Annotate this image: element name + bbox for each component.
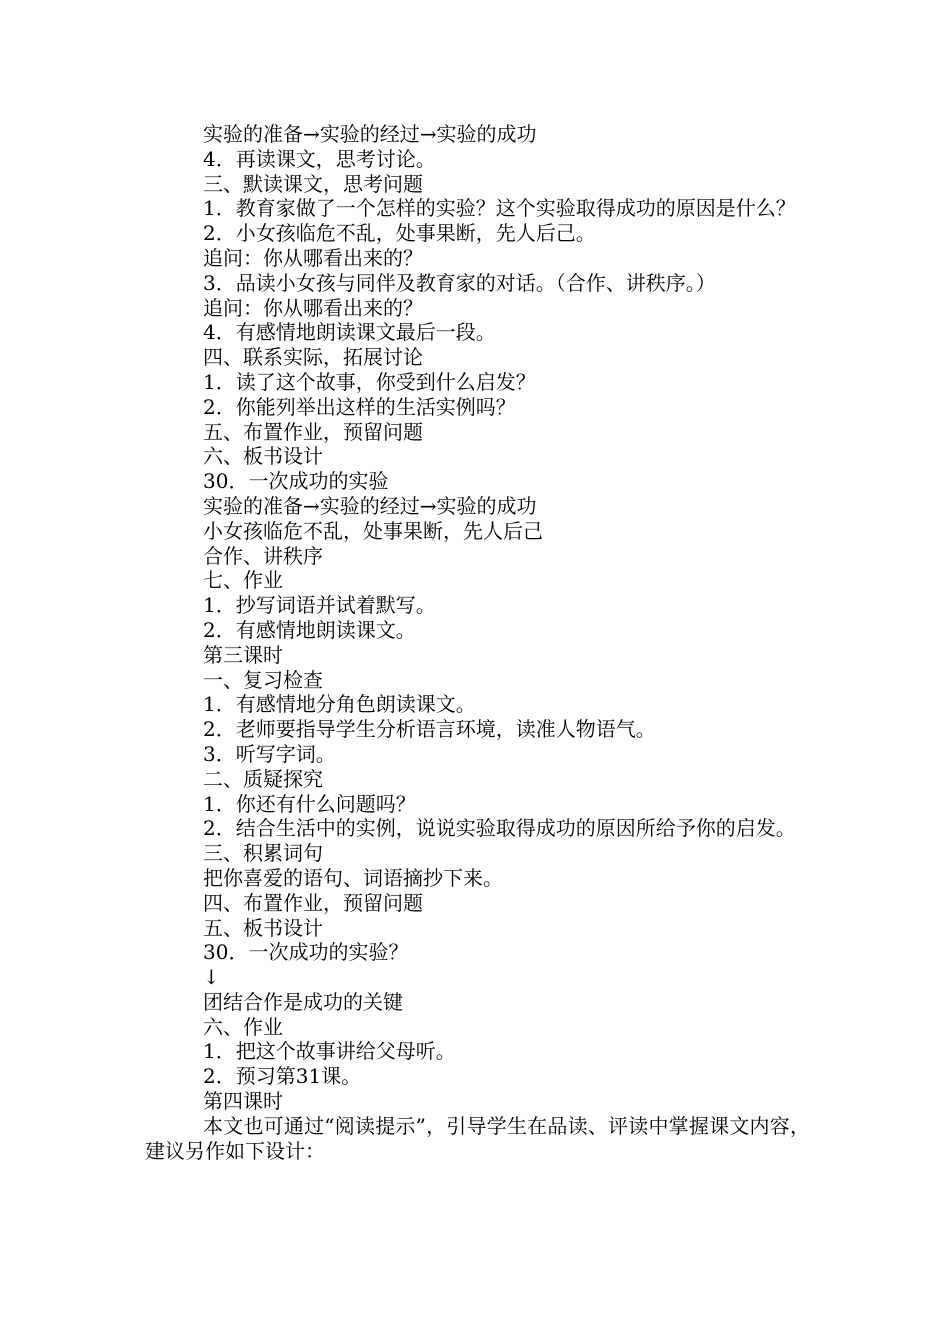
section-heading: 五、板书设计 xyxy=(203,915,323,940)
text-line: 2．预习第31课。 xyxy=(203,1064,362,1089)
text-line: 追问：你从哪看出来的？ xyxy=(203,295,423,320)
section-heading: 三、默读课文，思考问题 xyxy=(203,171,423,196)
document-page xyxy=(145,122,810,1163)
text-line: 1．有感情地分角色朗读课文。 xyxy=(203,692,476,717)
text-line: 团结合作是成功的关键 xyxy=(203,989,403,1014)
text-paragraph: 本文也可通过“阅读提示”，引导学生在品读、评读中掌握课文内容，建议另作如下设计： xyxy=(145,1113,810,1163)
text-line: 1．把这个故事讲给父母听。 xyxy=(203,1039,456,1064)
board-flow-line: 实验的准备→实验的经过→实验的成功 xyxy=(203,122,537,146)
text-line: 小女孩临危不乱，处事果断，先人后己 xyxy=(203,518,543,543)
lesson-heading: 第四课时 xyxy=(203,1089,283,1114)
text-line: 2．小女孩临危不乱，处事果断，先人后己。 xyxy=(203,221,596,246)
section-heading: 六、作业 xyxy=(203,1014,283,1039)
text-line: 4．有感情地朗读课文最后一段。 xyxy=(203,320,496,345)
text-line: 1．读了这个故事，你受到什么启发？ xyxy=(203,369,536,394)
board-title: 30．一次成功的实验 xyxy=(203,469,389,494)
text-line: 4．再读课文，思考讨论。 xyxy=(203,146,436,171)
text-line: 把你喜爱的语句、词语摘抄下来。 xyxy=(203,865,503,890)
section-heading: 四、布置作业，预留问题 xyxy=(203,890,423,915)
text-line: 2．你能列举出这样的生活实例吗？ xyxy=(203,394,516,419)
text-paragraph: 1．教育家做了一个怎样的实验？这个实验取得成功的原因是什么？ xyxy=(203,196,796,221)
text-line: 2．有感情地朗读课文。 xyxy=(203,617,416,642)
text-line: 1．抄写词语并试着默写。 xyxy=(203,593,436,618)
text-paragraph: 2．结合生活中的实例，说说实验取得成功的原因所给予你的启发。 xyxy=(203,816,796,841)
text-line: 3．听写字词。 xyxy=(203,741,336,766)
section-heading: 三、积累词句 xyxy=(203,841,323,866)
text-line: 1．你还有什么问题吗？ xyxy=(203,791,416,816)
text-line: 3．品读小女孩与同伴及教育家的对话。（合作、讲秩序。） xyxy=(203,270,716,295)
board-flow-line: 实验的准备→实验的经过→实验的成功 xyxy=(203,493,537,518)
text-line: 合作、讲秩序 xyxy=(203,543,323,568)
down-arrow: ↓ xyxy=(203,965,220,990)
section-heading: 四、联系实际，拓展讨论 xyxy=(203,345,423,370)
section-heading: 五、布置作业，预留问题 xyxy=(203,419,423,444)
lesson-heading: 第三课时 xyxy=(203,642,283,667)
section-heading: 一、复习检查 xyxy=(203,667,323,692)
section-heading: 六、板书设计 xyxy=(203,444,323,469)
text-line: 2．老师要指导学生分析语言环境，读准人物语气。 xyxy=(203,717,656,742)
section-heading: 七、作业 xyxy=(203,568,283,593)
section-heading: 二、质疑探究 xyxy=(203,766,323,791)
board-title: 30．一次成功的实验？ xyxy=(203,940,409,965)
text-line: 追问：你从哪看出来的？ xyxy=(203,245,423,270)
